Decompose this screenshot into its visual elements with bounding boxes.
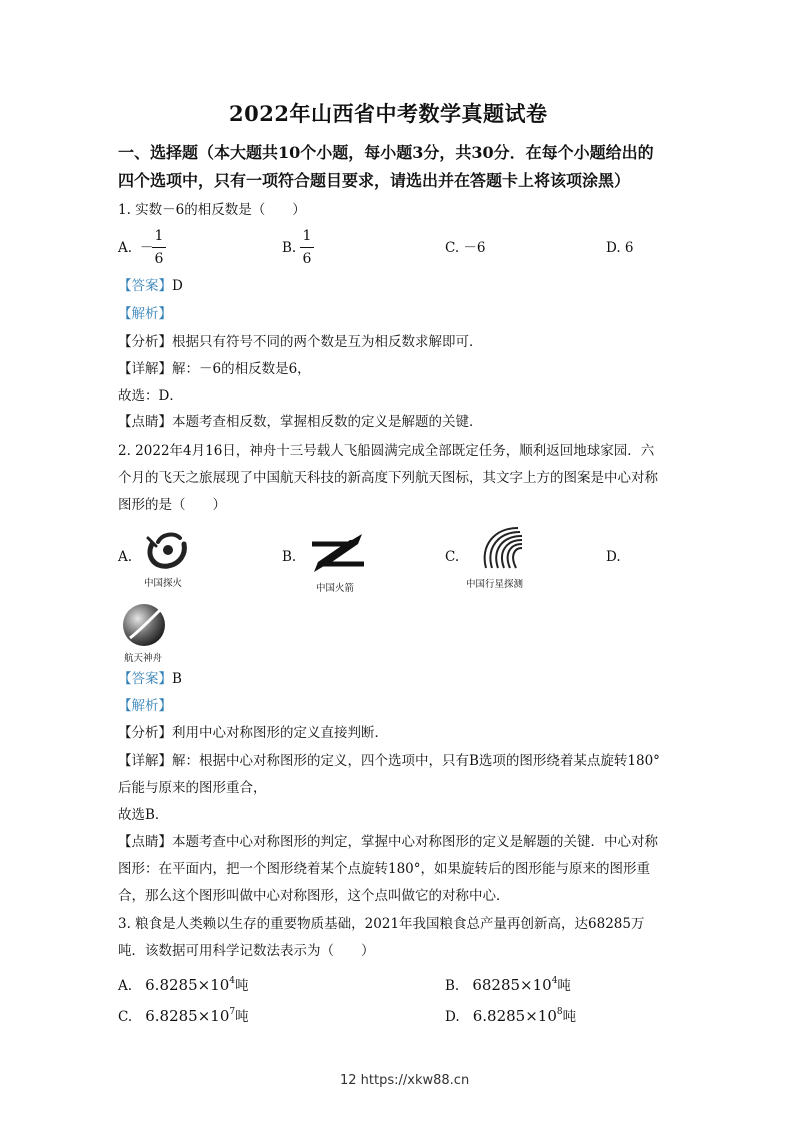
fenxi-text: 根据只有符号不同的两个数是互为相反数求解即可． <box>172 334 483 350</box>
denominator: 6 <box>302 251 312 267</box>
xiangjie-tag: 【详解】 <box>118 361 172 377</box>
fraction-bar <box>152 247 166 248</box>
q3-option-c <box>118 1005 249 1025</box>
option-base: 6.8285×10 <box>472 1007 557 1025</box>
q2-guxuan: 故选B． <box>118 807 169 823</box>
q1-answer <box>118 280 183 294</box>
q1-option-a-sign: － <box>140 240 154 256</box>
dianjing-text: 本题考查相反数，掌握相反数的定义是解题的关键． <box>172 414 483 430</box>
section-header-line2: 四个选项中，只有一项符合题目要求，请选出并在答题卡上将该项涂黑） <box>118 171 631 190</box>
dianjing-tag: 【点睛】 <box>118 834 172 850</box>
q3-option-d <box>445 1005 576 1025</box>
q2-stem-line3: 图形的是（ ） <box>118 497 226 513</box>
numerator: 1 <box>154 228 164 244</box>
option-exponent: 4 <box>229 976 236 986</box>
q1-option-b-label: B. <box>282 240 297 256</box>
q2-stem-line1: 2. 2022年4月16日，神舟十三号载人飞船圆满完成全部既定任务，顺利返回地球家园．六 <box>118 443 655 459</box>
q1-guxuan: 故选：D． <box>118 388 183 404</box>
shenzhou-logo-icon <box>120 602 168 648</box>
option-label: C. <box>118 1009 133 1025</box>
answer-value: B <box>172 671 182 687</box>
q2-xiangjie-line2: 后能与原来的图形重合， <box>118 780 267 796</box>
q3-stem-line2: 吨．该数据可用科学记数法表示为（ ） <box>118 943 375 959</box>
fraction-bar <box>300 247 314 248</box>
option-label: B. <box>445 978 460 994</box>
rocket-logo-icon <box>306 530 370 576</box>
denominator: 6 <box>154 251 164 267</box>
q1-option-a-fraction <box>152 228 166 267</box>
option-base: 6.8285×10 <box>145 976 230 994</box>
q1-dianjing <box>118 416 483 430</box>
q2-option-a-label: A. <box>118 549 133 565</box>
option-exponent: 8 <box>556 1007 563 1017</box>
option-base: 6.8285×10 <box>145 1007 230 1025</box>
option-base: 68285×10 <box>472 976 552 994</box>
planetary-exploration-logo-icon <box>474 522 526 572</box>
option-unit: 吨 <box>235 978 249 994</box>
option-unit: 吨 <box>235 1009 249 1025</box>
option-exponent: 7 <box>229 1007 236 1017</box>
q2-stem-line2: 个月的飞天之旅展现了中国航天科技的新高度下列航天图标，其文字上方的图案是中心对称 <box>118 470 658 486</box>
q2-dianjing-line3: 合，那么这个图形叫做中心对称图形，这个点叫做它的对称中心． <box>118 888 510 904</box>
logo-b-caption: 中国火箭 <box>316 583 355 594</box>
xiangjie-text: 解：根据中心对称图形的定义，四个选项中，只有B选项的图形绕着某点旋转180° <box>172 753 660 769</box>
q2-answer <box>118 673 182 687</box>
page-footer: 12 https://xkw88.cn <box>340 1073 470 1088</box>
answer-tag: 【答案】 <box>118 671 172 687</box>
answer-tag: 【答案】 <box>118 278 172 294</box>
section-header-line1: 一、选择题（本大题共10个小题，每小题3分，共30分．在每个小题给出的 <box>118 143 654 162</box>
q3-option-b <box>445 974 571 994</box>
q2-fenxi <box>118 727 388 741</box>
q1-analysis-tag: 【解析】 <box>118 306 172 322</box>
xiangjie-text: 解：－6的相反数是6， <box>172 361 311 377</box>
q1-option-a-label: A. <box>118 240 133 256</box>
q2-dianjing-line1 <box>118 836 658 850</box>
q1-option-b-fraction <box>300 228 314 267</box>
q2-option-c-label: C. <box>445 549 460 565</box>
q1-option-d: D. 6 <box>606 240 634 256</box>
dianjing-text: 本题考查中心对称图形的判定，掌握中心对称图形的定义是解题的关键．中心对称 <box>172 834 658 850</box>
q2-option-d-label: D. <box>606 549 621 565</box>
option-label: A. <box>118 978 133 994</box>
q2-analysis-tag: 【解析】 <box>118 698 172 714</box>
option-unit: 吨 <box>562 1009 577 1025</box>
answer-value: D <box>172 278 183 294</box>
fenxi-text: 利用中心对称图形的定义直接判断． <box>172 725 388 741</box>
mars-exploration-logo-icon <box>140 526 190 572</box>
xiangjie-tag: 【详解】 <box>118 753 172 769</box>
fenxi-tag: 【分析】 <box>118 334 172 350</box>
q1-xiangjie <box>118 363 311 377</box>
q2-xiangjie-line1 <box>118 755 660 769</box>
q1-fenxi <box>118 336 483 350</box>
q2-dianjing-line2: 图形：在平面内，把一个图形绕着某个点旋转180°，如果旋转后的图形能与原来的图形重 <box>118 861 651 877</box>
dianjing-tag: 【点睛】 <box>118 414 172 430</box>
q1-option-c: C. －6 <box>445 240 486 256</box>
logo-c-caption: 中国行星探测 <box>466 579 524 590</box>
q3-stem-line1: 3. 粮食是人类赖以生存的重要物质基础，2021年我国粮食总产量再创新高，达68285万 <box>118 916 645 932</box>
logo-d-caption: 航天神舟 <box>124 653 163 664</box>
page-title: 2022年山西省中考数学真题试卷 <box>229 101 548 126</box>
option-label: D. <box>445 1009 460 1025</box>
option-unit: 吨 <box>557 978 571 994</box>
numerator: 1 <box>302 228 312 244</box>
option-exponent: 4 <box>551 976 558 986</box>
logo-a-caption: 中国探火 <box>144 578 183 589</box>
q2-option-b-label: B. <box>282 549 297 565</box>
q3-option-a <box>118 974 249 994</box>
fenxi-tag: 【分析】 <box>118 725 172 741</box>
q1-stem: 1. 实数－6的相反数是（ ） <box>118 202 306 218</box>
